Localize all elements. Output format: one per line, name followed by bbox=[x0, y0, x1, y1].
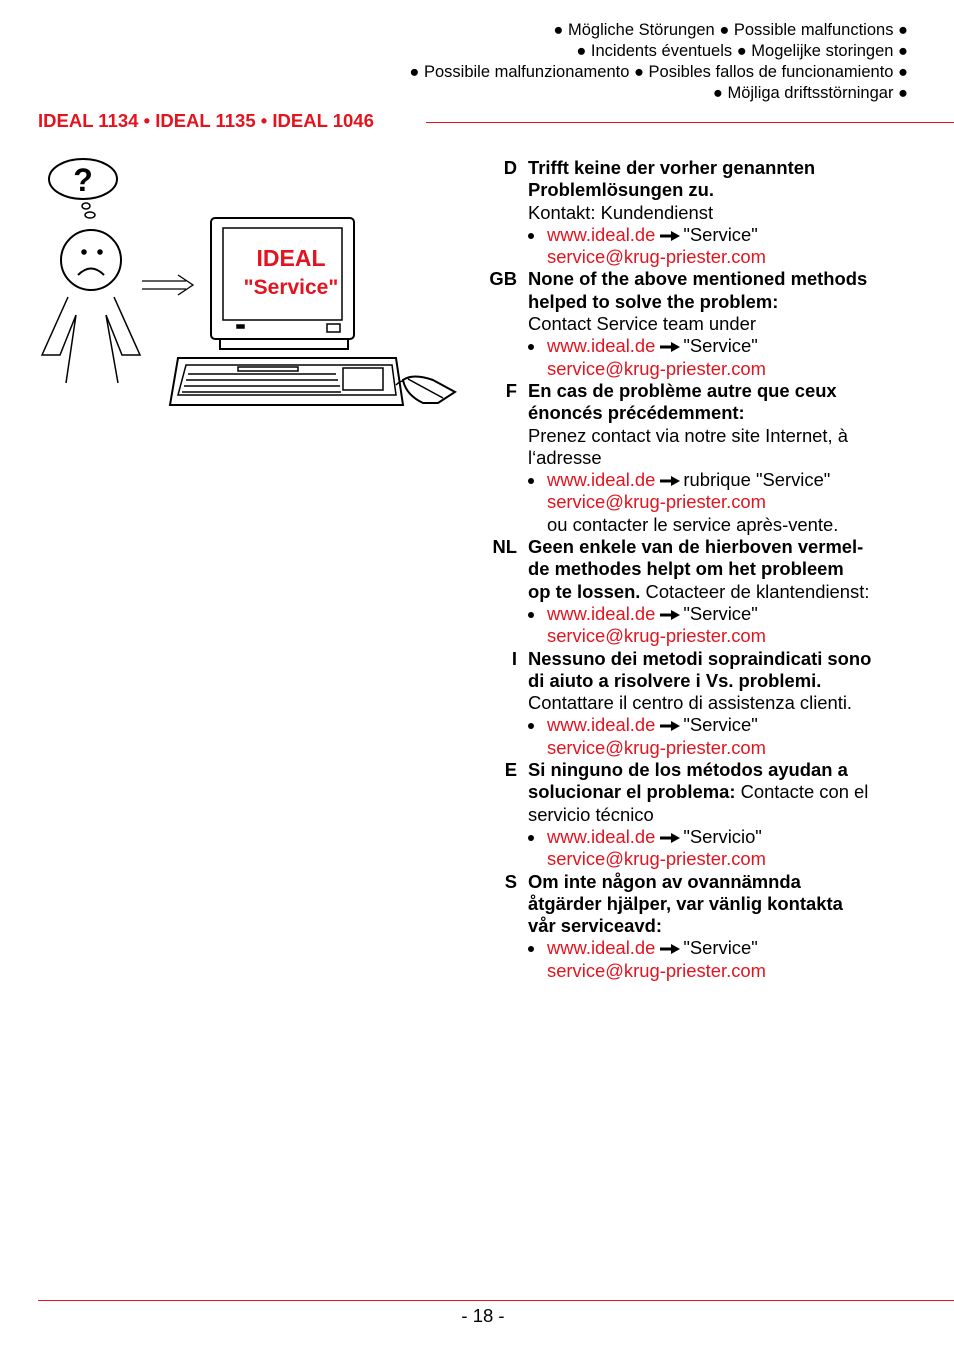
section-text: Contact Service team under bbox=[528, 313, 756, 335]
footer-rule bbox=[38, 1300, 954, 1301]
link-target: "Service" bbox=[683, 602, 758, 624]
section-text: Contacte con el bbox=[735, 781, 869, 803]
service-instructions bbox=[480, 157, 920, 982]
lang-code: NL bbox=[492, 536, 517, 558]
section-text: l‘adresse bbox=[528, 446, 602, 468]
section-heading: Nessuno dei metodi sopraindicati sono bbox=[528, 647, 872, 669]
section-heading: op te lossen. bbox=[528, 580, 641, 602]
bullet-icon bbox=[528, 723, 534, 729]
bullet-icon bbox=[528, 612, 534, 618]
header-line: ● Incidents éventuels ● Mogelijke storingen ● bbox=[576, 42, 908, 60]
section-heading: de methodes helpt om het probleem bbox=[528, 558, 844, 580]
link-target: "Servicio" bbox=[683, 825, 762, 847]
bullet-icon bbox=[528, 478, 534, 484]
section-heading: åtgärder hjälper, var vänlig kontakta bbox=[528, 892, 843, 914]
section-heading: solucionar el problema: bbox=[528, 781, 736, 803]
screen-line-2: "Service" bbox=[243, 276, 339, 299]
lang-code: D bbox=[503, 157, 517, 178]
section-text: Prenez contact via notre site Internet, à bbox=[528, 424, 848, 446]
page-number: - 18 - bbox=[461, 1305, 505, 1326]
section-fr bbox=[480, 380, 920, 536]
screen-line-1: IDEAL bbox=[256, 245, 326, 271]
section-de bbox=[480, 157, 920, 268]
bullet-icon bbox=[528, 233, 534, 239]
email-link[interactable]: service@krug-priester.com bbox=[547, 848, 766, 870]
section-text: Cotacteer de klantendienst: bbox=[640, 580, 870, 602]
lang-code: F bbox=[505, 379, 517, 401]
email-link[interactable]: service@krug-priester.com bbox=[547, 736, 766, 758]
website-link[interactable]: www.ideal.de bbox=[547, 825, 656, 847]
section-heading: None of the above mentioned methods bbox=[528, 268, 868, 290]
link-target: rubrique "Service" bbox=[683, 469, 831, 491]
service-illustration bbox=[38, 155, 458, 410]
email-link[interactable]: service@krug-priester.com bbox=[547, 357, 766, 379]
section-heading: Si ninguno de los métodos ayudan a bbox=[528, 759, 848, 781]
section-it bbox=[480, 648, 920, 759]
link-target: "Service" bbox=[683, 335, 758, 357]
section-es bbox=[480, 759, 920, 870]
section-text: servicio técnico bbox=[528, 803, 654, 825]
section-heading: Problemlösungen zu. bbox=[528, 179, 714, 201]
right-arrow-icon bbox=[659, 943, 681, 955]
section-heading: di aiuto a risolvere i Vs. problemi. bbox=[528, 669, 822, 691]
right-arrow-icon bbox=[659, 230, 681, 242]
right-arrow-icon bbox=[659, 720, 681, 732]
question-mark: ? bbox=[73, 162, 93, 198]
email-link[interactable]: service@krug-priester.com bbox=[547, 959, 766, 981]
section-heading: Trifft keine der vorher genannten bbox=[528, 157, 816, 178]
section-text: Contattare il centro di assistenza clienti. bbox=[528, 692, 853, 714]
section-text: Kontakt: Kundendienst bbox=[528, 201, 714, 223]
website-link[interactable]: www.ideal.de bbox=[547, 937, 656, 959]
lang-code: S bbox=[504, 870, 517, 892]
title-rule bbox=[426, 122, 954, 123]
website-link[interactable]: www.ideal.de bbox=[547, 714, 656, 736]
header-line: ● Mögliche Störungen ● Possible malfunctions ● bbox=[553, 21, 908, 39]
bullet-icon bbox=[528, 946, 534, 952]
right-arrow-icon bbox=[659, 832, 681, 844]
right-arrow-icon bbox=[659, 609, 681, 621]
lang-code: E bbox=[504, 759, 517, 781]
header-languages bbox=[409, 20, 908, 104]
link-target: "Service" bbox=[683, 223, 758, 245]
section-heading: helped to solve the problem: bbox=[528, 290, 779, 312]
email-link[interactable]: service@krug-priester.com bbox=[547, 491, 766, 513]
lang-code: GB bbox=[489, 268, 517, 290]
section-gb bbox=[480, 268, 920, 379]
section-text: ou contacter le service après-vente. bbox=[547, 513, 839, 535]
section-heading: vår serviceavd: bbox=[528, 915, 662, 937]
section-nl bbox=[480, 536, 920, 647]
right-arrow-icon bbox=[659, 475, 681, 487]
section-heading: Geen enkele van de hierboven vermel- bbox=[528, 536, 864, 558]
website-link[interactable]: www.ideal.de bbox=[547, 602, 656, 624]
model-title: IDEAL 1134 • IDEAL 1135 • IDEAL 1046 bbox=[38, 110, 374, 131]
right-arrow-icon bbox=[659, 341, 681, 353]
section-heading: Om inte någon av ovannämnda bbox=[528, 870, 801, 892]
header-line: ● Möjliga driftsstörningar ● bbox=[712, 84, 908, 102]
link-target: "Service" bbox=[683, 937, 758, 959]
email-link[interactable]: service@krug-priester.com bbox=[547, 246, 766, 268]
header-line: ● Possibile malfunzionamento ● Posibles fallos de funcionamiento ● bbox=[409, 63, 908, 81]
bullet-icon bbox=[528, 835, 534, 841]
section-heading: énoncés précédemment: bbox=[528, 402, 745, 424]
bullet-icon bbox=[528, 344, 534, 350]
website-link[interactable]: www.ideal.de bbox=[547, 223, 656, 245]
section-se bbox=[480, 871, 920, 982]
website-link[interactable]: www.ideal.de bbox=[547, 335, 656, 357]
lang-code: I bbox=[511, 647, 517, 669]
section-heading: En cas de problème autre que ceux bbox=[528, 379, 837, 401]
website-link[interactable]: www.ideal.de bbox=[547, 469, 656, 491]
email-link[interactable]: service@krug-priester.com bbox=[547, 625, 766, 647]
link-target: "Service" bbox=[683, 714, 758, 736]
